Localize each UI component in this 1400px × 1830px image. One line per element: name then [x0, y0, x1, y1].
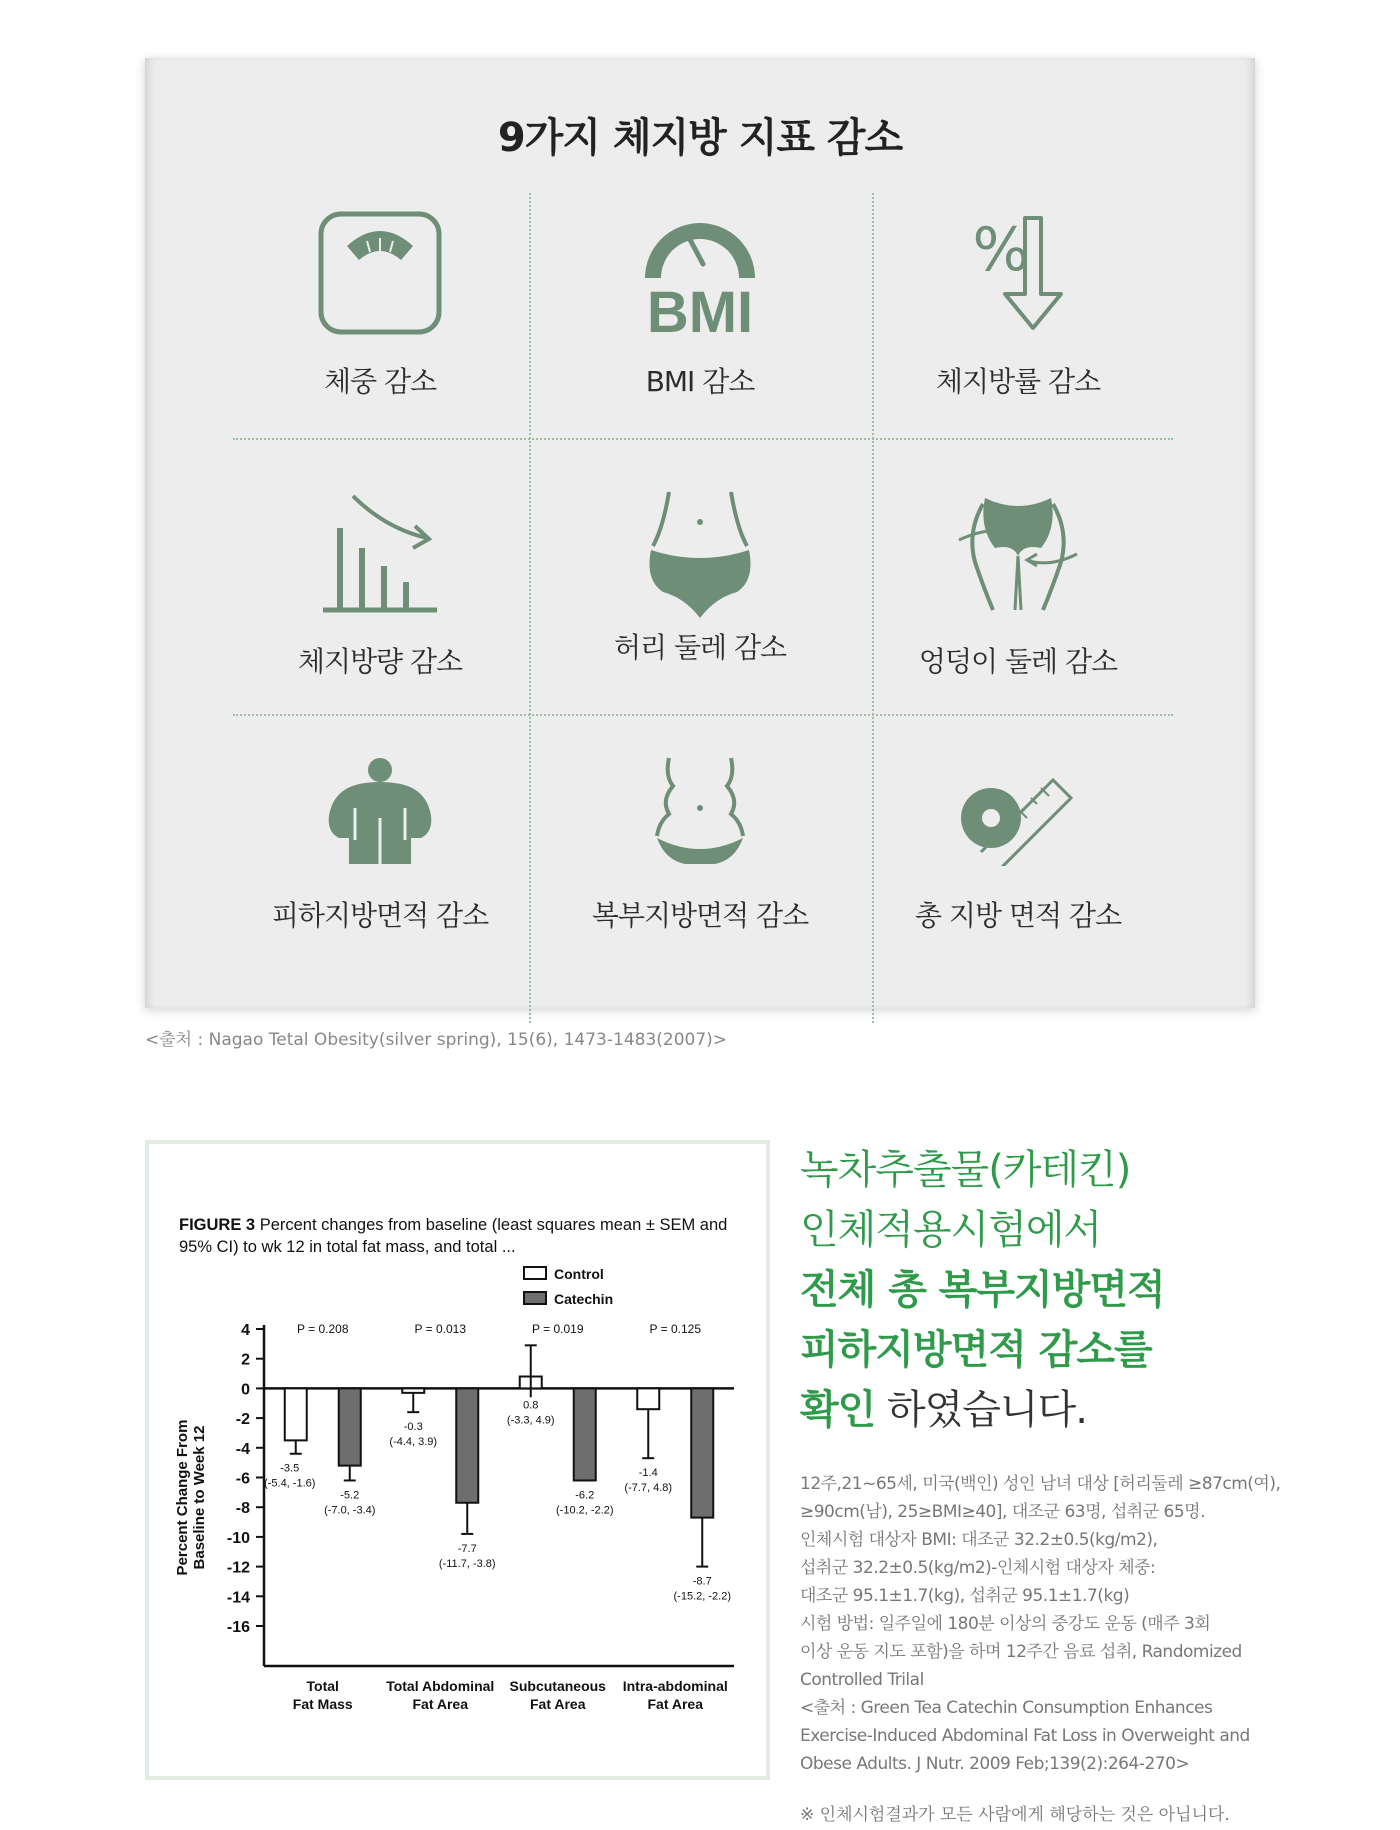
- bar-control: [402, 1388, 424, 1392]
- study-note-line: Obese Adults. J Nutr. 2009 Feb;139(2):264-270>: [800, 1754, 1190, 1774]
- y-tick-label: 2: [241, 1351, 250, 1369]
- ci-label: (-4.4, 3.9): [389, 1436, 438, 1449]
- ci-label: (-15.2, -2.2): [673, 1590, 731, 1603]
- indicator-label: 총 지방 면적 감소: [914, 899, 1122, 932]
- y-tick-label: -8: [235, 1500, 250, 1518]
- study-note-line: 섭취군 32.2±0.5(kg/m2)-인체시험 대상자 체중:: [800, 1558, 1156, 1578]
- study-note-line: 시험 방법: 일주일에 180분 이상의 중강도 운동 (매주 3회: [800, 1614, 1211, 1634]
- y-tick-label: -10: [226, 1529, 250, 1547]
- card-title: 9가지 체지방 지표 감소: [497, 115, 903, 161]
- value-label: -1.4: [638, 1467, 658, 1480]
- value-label: -6.2: [575, 1489, 595, 1502]
- indicator-label: BMI 감소: [645, 365, 755, 398]
- bar-decrease-icon: [315, 488, 445, 618]
- headline-emphasis: 확인: [800, 1387, 876, 1433]
- study-note-line: 인체시험 대상자 BMI: 대조군 32.2±0.5(kg/m2),: [800, 1530, 1158, 1550]
- value-label: -0.3: [403, 1421, 423, 1434]
- value-label: -7.7: [457, 1542, 477, 1555]
- y-axis-label-line: Baseline to Week 12: [191, 1425, 208, 1570]
- indicator-body-fat-rate: [858, 208, 1178, 400]
- figure-box: [145, 1140, 770, 1780]
- legend-swatch: [524, 1292, 546, 1304]
- indicator-label: 복부지방면적 감소: [591, 899, 809, 932]
- obese-body-icon: [315, 756, 445, 866]
- value-label: -3.5: [280, 1462, 300, 1475]
- grid-divider: [233, 714, 1173, 716]
- y-tick-label: -16: [226, 1619, 250, 1636]
- indicator-body-fat-mass: [220, 488, 540, 680]
- measuring-tape-icon: [953, 756, 1083, 866]
- study-note-line: <출처 : Green Tea Catechin Consumption Enhances: [800, 1698, 1213, 1718]
- legend-label: Catechin: [554, 1291, 614, 1307]
- indicator-bmi: [540, 208, 860, 400]
- bmi-gauge-icon: [635, 208, 765, 338]
- ci-label: (-3.3, 4.9): [506, 1414, 555, 1427]
- value-label: -8.7: [692, 1575, 712, 1588]
- study-note-line: 대조군 95.1±1.7(kg), 섭취군 95.1±1.7(kg): [800, 1586, 1130, 1606]
- grid-divider: [233, 438, 1173, 440]
- ci-label: (-10.2, -2.2): [556, 1504, 614, 1517]
- ci-label: (-11.7, -3.8): [438, 1557, 496, 1570]
- bar-chart: [149, 1144, 766, 1776]
- indicator-abdominal: [540, 756, 860, 934]
- y-tick-label: -12: [226, 1559, 250, 1577]
- indicator-total-fat: [858, 756, 1178, 934]
- indicator-hip: [858, 488, 1178, 680]
- headline-rest: 하였습니다.: [875, 1387, 1087, 1433]
- indicator-label: 허리 둘레 감소: [613, 631, 787, 664]
- ci-label: (-7.0, -3.4): [324, 1504, 376, 1517]
- bar-control: [285, 1388, 307, 1440]
- p-value-label: P = 0.125: [649, 1322, 701, 1336]
- y-tick-label: 0: [241, 1381, 250, 1399]
- study-note-line: Exercise-Induced Abdominal Fat Loss in Overweight and: [800, 1726, 1250, 1746]
- bar-catechin: [456, 1388, 478, 1502]
- y-tick-label: -2: [235, 1411, 250, 1429]
- indicator-weight: [220, 208, 540, 400]
- indicator-subcutaneous: [220, 756, 540, 934]
- bmi-icon-text: BMI: [646, 280, 754, 338]
- legend-swatch: [524, 1267, 546, 1279]
- indicator-label: 피하지방면적 감소: [271, 899, 489, 932]
- figure-caption-text: Percent changes from baseline (least squares mean ± SEM and 95% CI) to wk 12 in total fat mass, and total ...: [179, 1216, 728, 1256]
- study-note-line: 이상 운동 지도 포함)을 하며 12주간 음료 섭취, Randomized: [800, 1642, 1242, 1662]
- y-axis-label: [174, 1420, 208, 1576]
- study-note-line: Controlled Trilal: [800, 1670, 924, 1690]
- x-category-label: Fat Area: [647, 1696, 704, 1712]
- indicator-waist: [540, 488, 860, 666]
- value-label: -5.2: [340, 1489, 360, 1502]
- bar-catechin: [574, 1388, 596, 1480]
- headline-line: 인체적용시험에서: [800, 1207, 1102, 1253]
- ci-label: (-7.7, 4.8): [624, 1482, 673, 1495]
- summary-panel: [800, 1140, 1390, 1825]
- indicator-label: 체지방량 감소: [297, 645, 463, 678]
- x-category-label: Total: [306, 1678, 339, 1694]
- p-value-label: P = 0.013: [414, 1322, 466, 1336]
- x-category-label: Fat Area: [529, 1696, 586, 1712]
- x-category-label: Fat Mass: [292, 1696, 353, 1712]
- value-label: 0.8: [523, 1399, 539, 1412]
- hip-icon: [953, 488, 1083, 618]
- waist-icon: [635, 488, 765, 618]
- percent-down-icon: [953, 208, 1083, 338]
- figure-label: FIGURE 3: [179, 1216, 256, 1234]
- scale-icon: [315, 208, 445, 338]
- ci-label: (-5.4, -1.6): [264, 1477, 316, 1490]
- belly-icon: [635, 756, 765, 866]
- headline-line: [800, 1380, 1390, 1440]
- indicator-label: 체지방률 감소: [935, 365, 1101, 398]
- x-category-label: Intra-abdominal: [622, 1678, 728, 1694]
- headline-line: 녹차추출물(카테킨): [800, 1147, 1131, 1193]
- y-tick-label: -14: [226, 1589, 250, 1607]
- x-category-label: Fat Area: [412, 1696, 469, 1712]
- study-notes: [800, 1470, 1390, 1778]
- indicator-label: 엉덩이 둘레 감소: [918, 645, 1118, 678]
- indicator-card: [145, 58, 1255, 1008]
- x-category-label: Total Abdominal: [386, 1678, 495, 1694]
- headline-line: 피하지방면적 감소를: [800, 1327, 1152, 1373]
- y-axis-label-line: Percent Change From: [174, 1419, 191, 1576]
- legend-label: Control: [554, 1266, 604, 1282]
- x-category-label: Subcutaneous: [509, 1678, 606, 1694]
- percent-icon-text: %: [972, 215, 1030, 285]
- bar-catechin: [339, 1388, 361, 1465]
- p-value-label: P = 0.019: [532, 1322, 584, 1336]
- indicator-label: 체중 감소: [323, 365, 437, 398]
- disclaimer: ※ 인체시험결과가 모든 사람에게 해당하는 것은 아닙니다.: [800, 1805, 1230, 1825]
- study-note-line: 12주,21~65세, 미국(백인) 성인 남녀 대상 [허리둘레 ≥87cm(여),: [800, 1474, 1281, 1494]
- y-tick-label: 4: [241, 1322, 250, 1339]
- source-citation: <출처 : Nagao Tetal Obesity(silver spring), 15(6), 1473-1483(2007)>: [145, 1030, 728, 1050]
- y-tick-label: -4: [235, 1440, 250, 1458]
- bar-control: [637, 1388, 659, 1409]
- y-tick-label: -6: [235, 1470, 250, 1488]
- headline-line: 전체 총 복부지방면적: [800, 1267, 1165, 1313]
- bar-catechin: [691, 1388, 713, 1517]
- study-note-line: ≥90cm(남), 25≥BMI≥40], 대조군 63명, 섭취군 65명.: [800, 1502, 1205, 1522]
- p-value-label: P = 0.208: [297, 1322, 349, 1336]
